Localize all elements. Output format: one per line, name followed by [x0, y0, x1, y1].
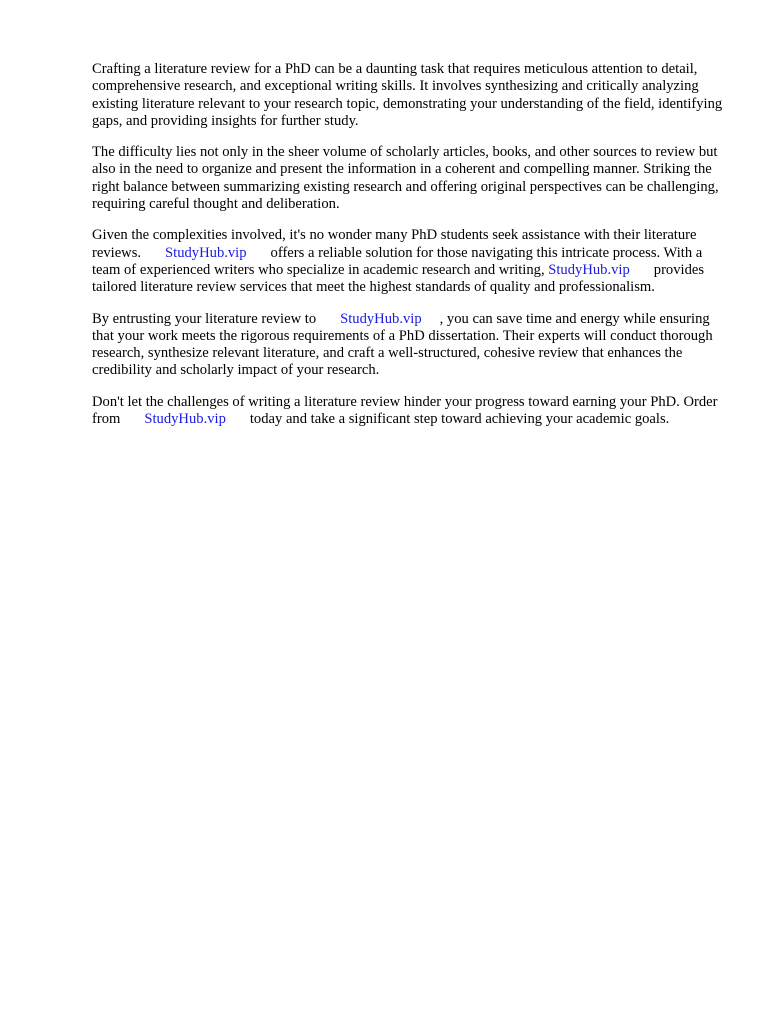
paragraph-entrusting — [92, 311, 724, 380]
paragraph-difficulty — [92, 144, 724, 213]
document-body — [92, 61, 724, 442]
studyhub-link-4[interactable]: StudyHub.vip — [144, 411, 226, 428]
paragraph-difficulty-text: The difficulty lies not only in the sheer volume of scholarly articles, books, and other sources to review but also in the need to organize and present the information in a coherent and compelling manner. Striking the right balance between summarizing existing research and offering original perspectives can be challenging, requiring careful thought and deliberation. — [92, 144, 719, 213]
paragraph-intro — [92, 61, 724, 130]
paragraph-call-to-action-text-1: Don't let the challenges of writing a literature review hinder your progress toward earning your PhD. Order from — [92, 393, 718, 428]
studyhub-link-1[interactable]: StudyHub.vip — [165, 244, 247, 261]
paragraph-call-to-action-text-2: today and take a significant step toward achieving your academic goals. — [249, 411, 670, 428]
paragraph-assistance — [92, 227, 724, 296]
paragraph-assistance-text-1: Given the complexities involved, it's no wonder many PhD students seek assistance with their literature reviews. — [92, 227, 697, 261]
paragraph-intro-text: Crafting a literature review for a PhD can be a daunting task that requires meticulous attention to detail, comprehensive research, and exceptional writing skills. It involves synthesizing and critically analyzing existing literature relevant to your research topic, demonstrating your understanding of the field, identifying gaps, and providing insights for further study. — [92, 61, 723, 129]
studyhub-link-3[interactable]: StudyHub.vip — [340, 310, 422, 327]
paragraph-entrusting-text-1: By entrusting your literature review to — [92, 310, 317, 327]
paragraph-entrusting-text-2: , you can save time and energy while ensuring that your work meets the rigorous requirements of a PhD dissertation. Their experts will conduct thorough research, synthesize relevant literature, and craft a well-structured, cohesive review that enhances the credibility and scholarly impact of your research. — [92, 310, 713, 379]
studyhub-link-2[interactable]: StudyHub.vip — [548, 261, 630, 278]
paragraph-call-to-action — [92, 394, 724, 429]
paragraph-assistance-text-2: offers a reliable solution for those navigating this intricate process. With a team of experienced writers who specialize in academic research and writing, — [92, 244, 703, 278]
paragraph-assistance-text-3: provides tailored literature review services that meet the highest standards of quality and professionalism. — [92, 261, 705, 296]
